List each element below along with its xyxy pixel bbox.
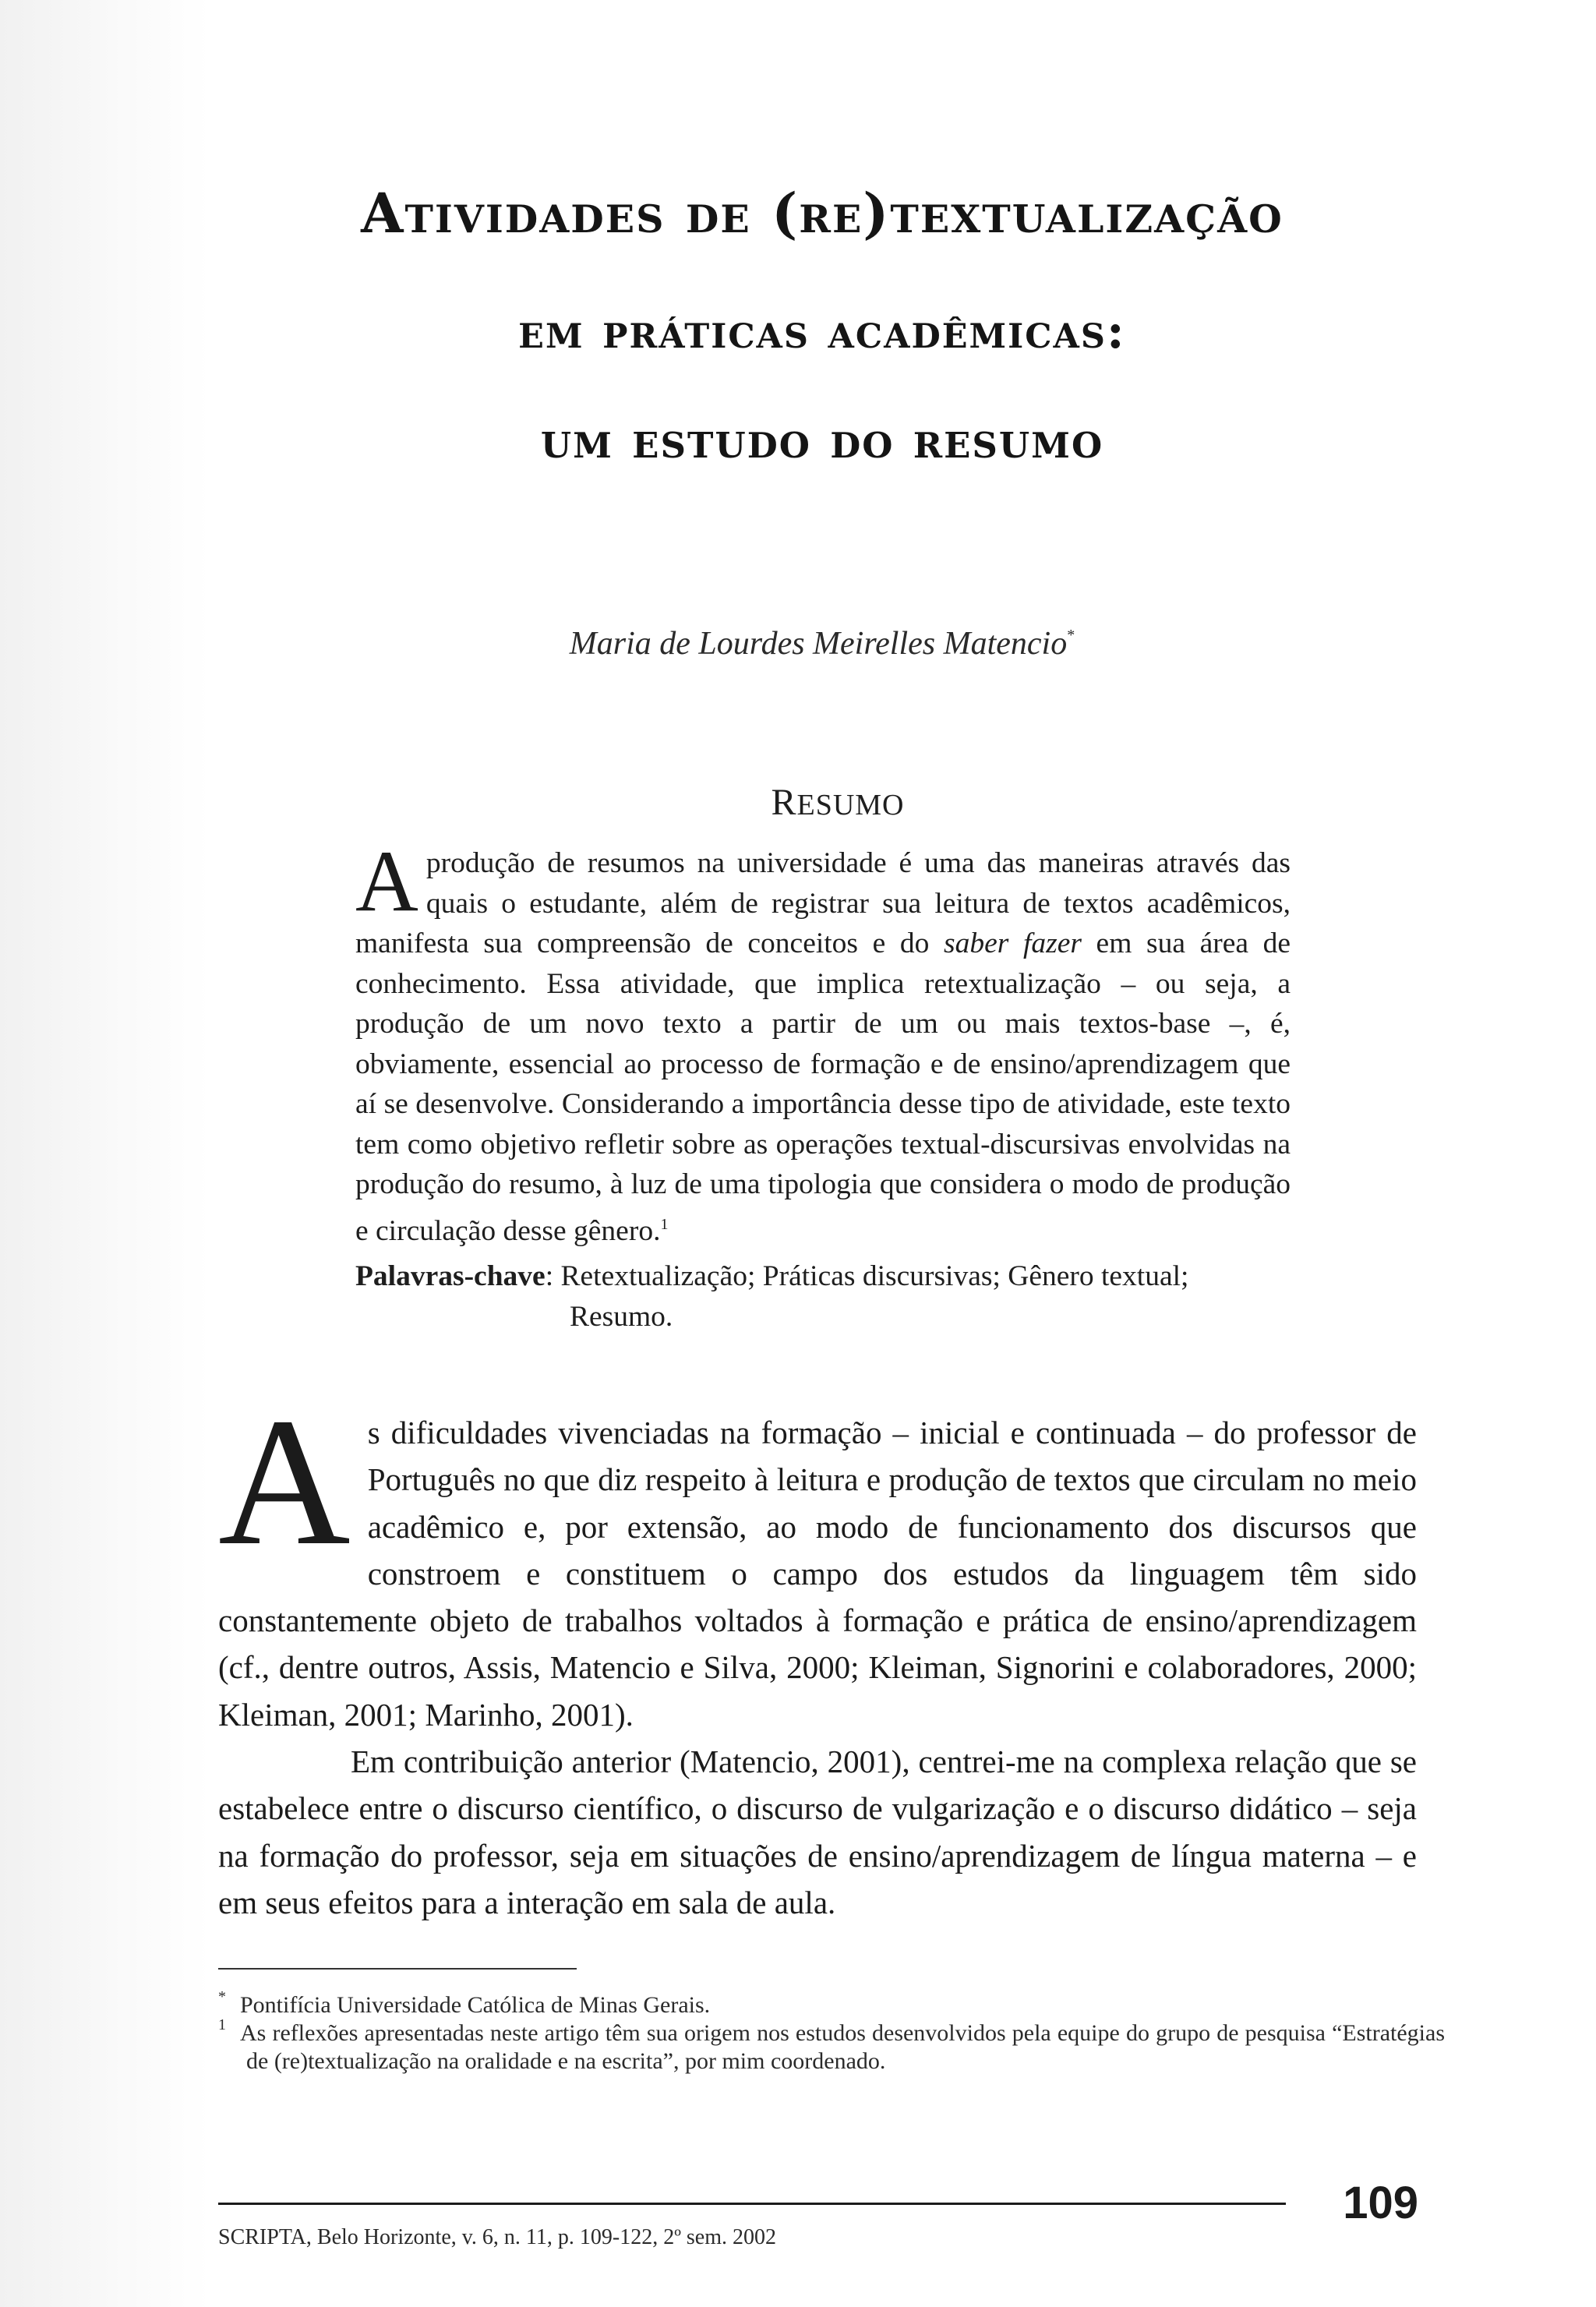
abstract-text bbox=[355, 833, 1291, 1251]
page-number: 109 bbox=[1343, 2178, 1418, 2228]
keywords-line-2: Resumo. bbox=[570, 1301, 673, 1333]
body-paragraph-2: Em contribuição anterior (Matencio, 2001), centrei-me na complexa relação que se estabelece entre o discurso científico, o discurso de vulgarização e o discurso didático – seja na formação do professor, seja em situações de ensino/aprendizagem de língua materna – e em seus efeitos para a interação em sala de aula. bbox=[218, 1743, 1417, 1920]
keywords-line-1: : Retextualização; Práticas discursivas; Gênero textual; bbox=[545, 1260, 1189, 1292]
abstract-heading-initial: R bbox=[771, 782, 797, 823]
author-line bbox=[218, 625, 1426, 662]
footnote-1-mark: * bbox=[218, 1988, 226, 2005]
abstract-drop-cap: A bbox=[355, 833, 418, 930]
body-drop-cap: A bbox=[218, 1380, 351, 1583]
abstract-heading bbox=[701, 781, 974, 824]
author-name: Maria de Lourdes Meirelles Matencio bbox=[569, 626, 1068, 662]
article-title-line-1: Atividades de (re)textualização bbox=[361, 181, 1284, 246]
body-paragraph-1 bbox=[218, 1380, 1417, 1738]
abstract-text-part-1: produção de resumos na universidade é uma das maneiras através das quais o estudante, além de registrar sua leitura de textos acadêmicos, manifesta sua compreensão de conceitos e do bbox=[355, 847, 1291, 959]
footnote-1-text: Pontifícia Universidade Católica de Minas Gerais. bbox=[240, 1992, 711, 2018]
abstract-footnote-ref: 1 bbox=[660, 1215, 669, 1233]
article-title-line-3: um estudo do resumo bbox=[540, 412, 1104, 470]
journal-citation: SCRIPTA, Belo Horizonte, v. 6, n. 11, p. 109-122, 2º sem. 2002 bbox=[218, 2225, 776, 2249]
scan-edge-shading bbox=[0, 0, 210, 2307]
footnote-separator bbox=[218, 1968, 577, 1970]
abstract-italic-term: saber fazer bbox=[944, 927, 1082, 959]
author-footnote-mark: * bbox=[1067, 627, 1075, 644]
keywords-label: Palavras-chave bbox=[355, 1260, 546, 1292]
abstract-text-part-2: em sua área de conhecimento. Essa atividade, que implica retextualização – ou seja, a produção de um novo texto a partir de um ou mais textos-base –, é, obviamente, essencial ao processo de formação e de ensino/aprendizagem que aí se desenvolve. Considerando a importância desse tipo de atividade, este texto tem como objetivo refletir sobre as operações textual-discursivas envolvidas na produção do resumo, à luz de uma tipologia que considera o modo de produção e circulação desse gênero. bbox=[355, 927, 1291, 1247]
abstract-heading-rest: ESUMO bbox=[796, 789, 905, 821]
footnote-2 bbox=[218, 2011, 1445, 2076]
footer-rule bbox=[218, 2203, 1286, 2205]
body-paragraph-1-text: s dificuldades vivenciadas na formação – inicial e continuada – do professor de Português no que diz respeito à leitura e produção de textos que circulam no meio acadêmico e, por extensão, ao modo de funcionamento dos discursos que constroem e constituem o campo dos estudos da linguagem têm sido constantemente objeto de trabalhos voltados à formação e prática de ensino/aprendizagem (cf., dentre outros, Assis, Matencio e Silva, 2000; Kleiman, Signorini e colaboradores, 2000; Kleiman, 2001; Marinho, 2001). bbox=[218, 1415, 1417, 1733]
article-title-line-2: em práticas acadêmicas: bbox=[518, 302, 1126, 359]
footnote-2-text: As reflexões apresentadas neste artigo têm sua origem nos estudos desenvolvidos pela equipe do grupo de pesquisa “Estratégias de (re)textualização na oralidade e na escrita”, por mim coordenado. bbox=[240, 2020, 1445, 2074]
body-text bbox=[218, 1380, 1417, 1926]
keywords bbox=[355, 1256, 1291, 1337]
footnote-2-mark: 1 bbox=[218, 2016, 226, 2033]
